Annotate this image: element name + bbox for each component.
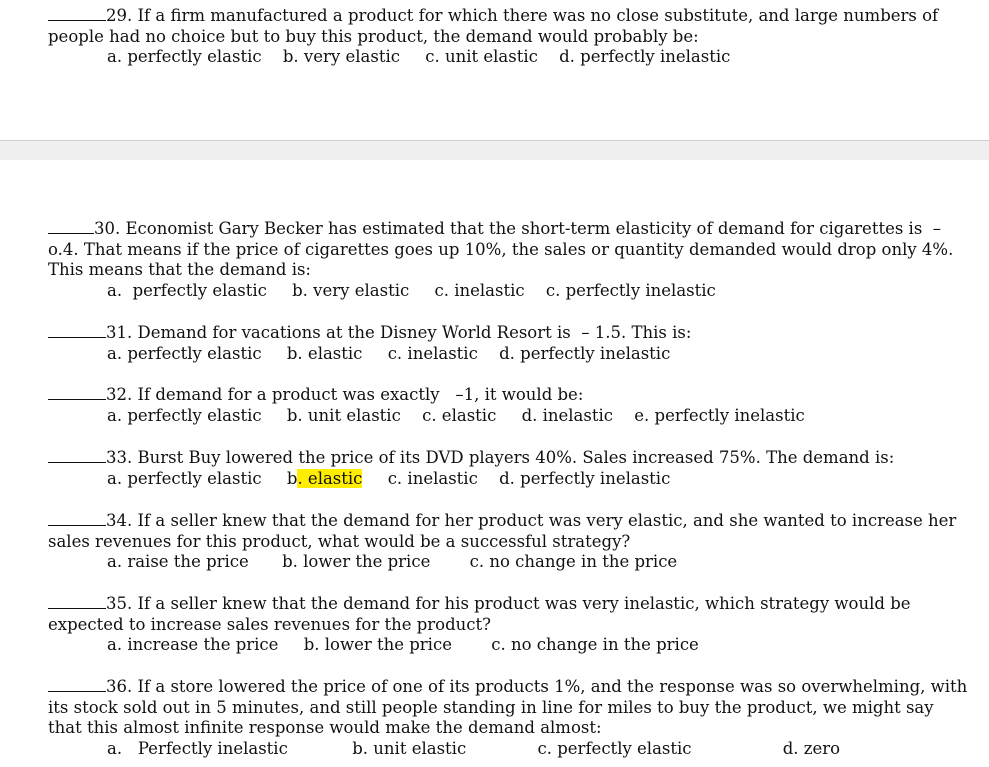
page-break: [0, 140, 989, 161]
option: b. lower the price: [282, 552, 431, 571]
option: d. inelastic: [521, 405, 614, 425]
option: a. perfectly elastic: [107, 468, 262, 488]
answer-blank[interactable]: [48, 385, 106, 400]
answer-blank[interactable]: [48, 323, 106, 338]
answer-options: [48, 281, 968, 302]
option: b. unit elastic: [286, 405, 401, 425]
question-stem: 35. If a seller knew that the demand for his product was very inelastic, which strategy would be expected to increase sales revenues for the product?: [48, 594, 911, 634]
option: a. perfectly elastic: [107, 405, 262, 425]
question-number: 35.: [106, 594, 133, 613]
answer-blank[interactable]: [48, 677, 106, 692]
question-number: 36.: [106, 677, 133, 696]
answer-blank[interactable]: [48, 6, 106, 21]
answer-blank[interactable]: [48, 448, 106, 463]
option: b. elastic: [286, 343, 363, 363]
question-32: [48, 385, 968, 426]
highlighted-text: . elastic: [297, 468, 363, 488]
option: c. perfectly inelastic: [545, 280, 716, 300]
option: a. increase the price: [107, 635, 279, 654]
option: b. unit elastic: [352, 738, 467, 758]
option: d. perfectly inelastic: [499, 468, 671, 488]
question-stem: 33. Burst Buy lowered the price of its DVD players 40%. Sales increased 75%. The demand is:: [48, 448, 968, 469]
option: a. perfectly elastic: [107, 343, 262, 363]
option: a. Perfectly inelastic: [107, 738, 288, 758]
document-page-1: [0, 0, 989, 140]
question-stem: 34. If a seller knew that the demand for her product was very elastic, and she wanted to increase her sales revenues for this product, what would be a successful strategy?: [48, 511, 957, 551]
option: c. no change in the price: [491, 635, 699, 654]
question-36: [48, 677, 968, 759]
option: c. perfectly elastic: [537, 738, 692, 758]
question-33: [48, 448, 968, 489]
question-stem: 31. Demand for vacations at the Disney World Resort is – 1.5. This is:: [48, 323, 968, 344]
question-stem: 32. If demand for a product was exactly –1, it would be:: [48, 385, 968, 406]
option: a. perfectly elastic: [107, 47, 262, 66]
option: b. lower the price: [303, 635, 452, 654]
answer-blank[interactable]: [48, 219, 94, 234]
option: a. raise the price: [107, 552, 249, 571]
answer-blank[interactable]: [48, 594, 106, 609]
answer-options: [48, 469, 968, 490]
question-number: 34.: [106, 511, 133, 530]
option: c. inelastic: [387, 468, 478, 488]
option: d. perfectly inelastic: [499, 343, 671, 363]
option-letter: b: [286, 468, 298, 488]
question-29: [48, 6, 968, 68]
answer-options: [48, 47, 968, 68]
question-number: 31.: [106, 323, 133, 342]
question-31: [48, 323, 968, 364]
option: [287, 469, 363, 490]
option: d. zero: [782, 738, 841, 758]
question-stem: 30. Economist Gary Becker has estimated that the short-term elasticity of demand for cigarettes is –o.4. That means if the price of cigarettes goes up 10%, the sales or quantity demanded would drop only 4%. This means that the demand is:: [48, 219, 954, 279]
question-number: 30.: [94, 219, 121, 238]
option: c. elastic: [422, 405, 497, 425]
option: d. perfectly inelastic: [559, 47, 731, 66]
option: a. perfectly elastic: [107, 280, 267, 300]
option: c. inelastic: [434, 280, 525, 300]
question-stem: 29. If a firm manufactured a product for which there was no close substitute, and large numbers of people had no choice but to buy this product, the demand would probably be:: [48, 6, 939, 46]
option: b. very elastic: [282, 47, 400, 66]
answer-options: [48, 552, 968, 573]
question-number: 33.: [106, 448, 133, 467]
question-number: 29.: [106, 6, 133, 25]
option: c. unit elastic: [425, 47, 538, 66]
question-stem: 36. If a store lowered the price of one of its products 1%, and the response was so overwhelming, with its stock sold out in 5 minutes, and still people standing in line for miles to buy the product, we might say that this almost infinite response would make the demand almost:: [48, 677, 968, 737]
question-number: 32.: [106, 385, 133, 404]
option: c. no change in the price: [469, 552, 678, 571]
option: c. inelastic: [387, 343, 478, 363]
answer-blank[interactable]: [48, 511, 106, 526]
answer-options: [48, 635, 968, 656]
question-34: [48, 511, 968, 573]
question-35: [48, 594, 968, 656]
document-page-2: [0, 160, 989, 767]
option: b. very elastic: [292, 280, 410, 300]
question-30: [48, 219, 968, 301]
answer-options: [48, 344, 968, 365]
answer-options: [48, 406, 968, 427]
option: e. perfectly inelastic: [634, 405, 805, 425]
answer-options: [48, 739, 968, 760]
